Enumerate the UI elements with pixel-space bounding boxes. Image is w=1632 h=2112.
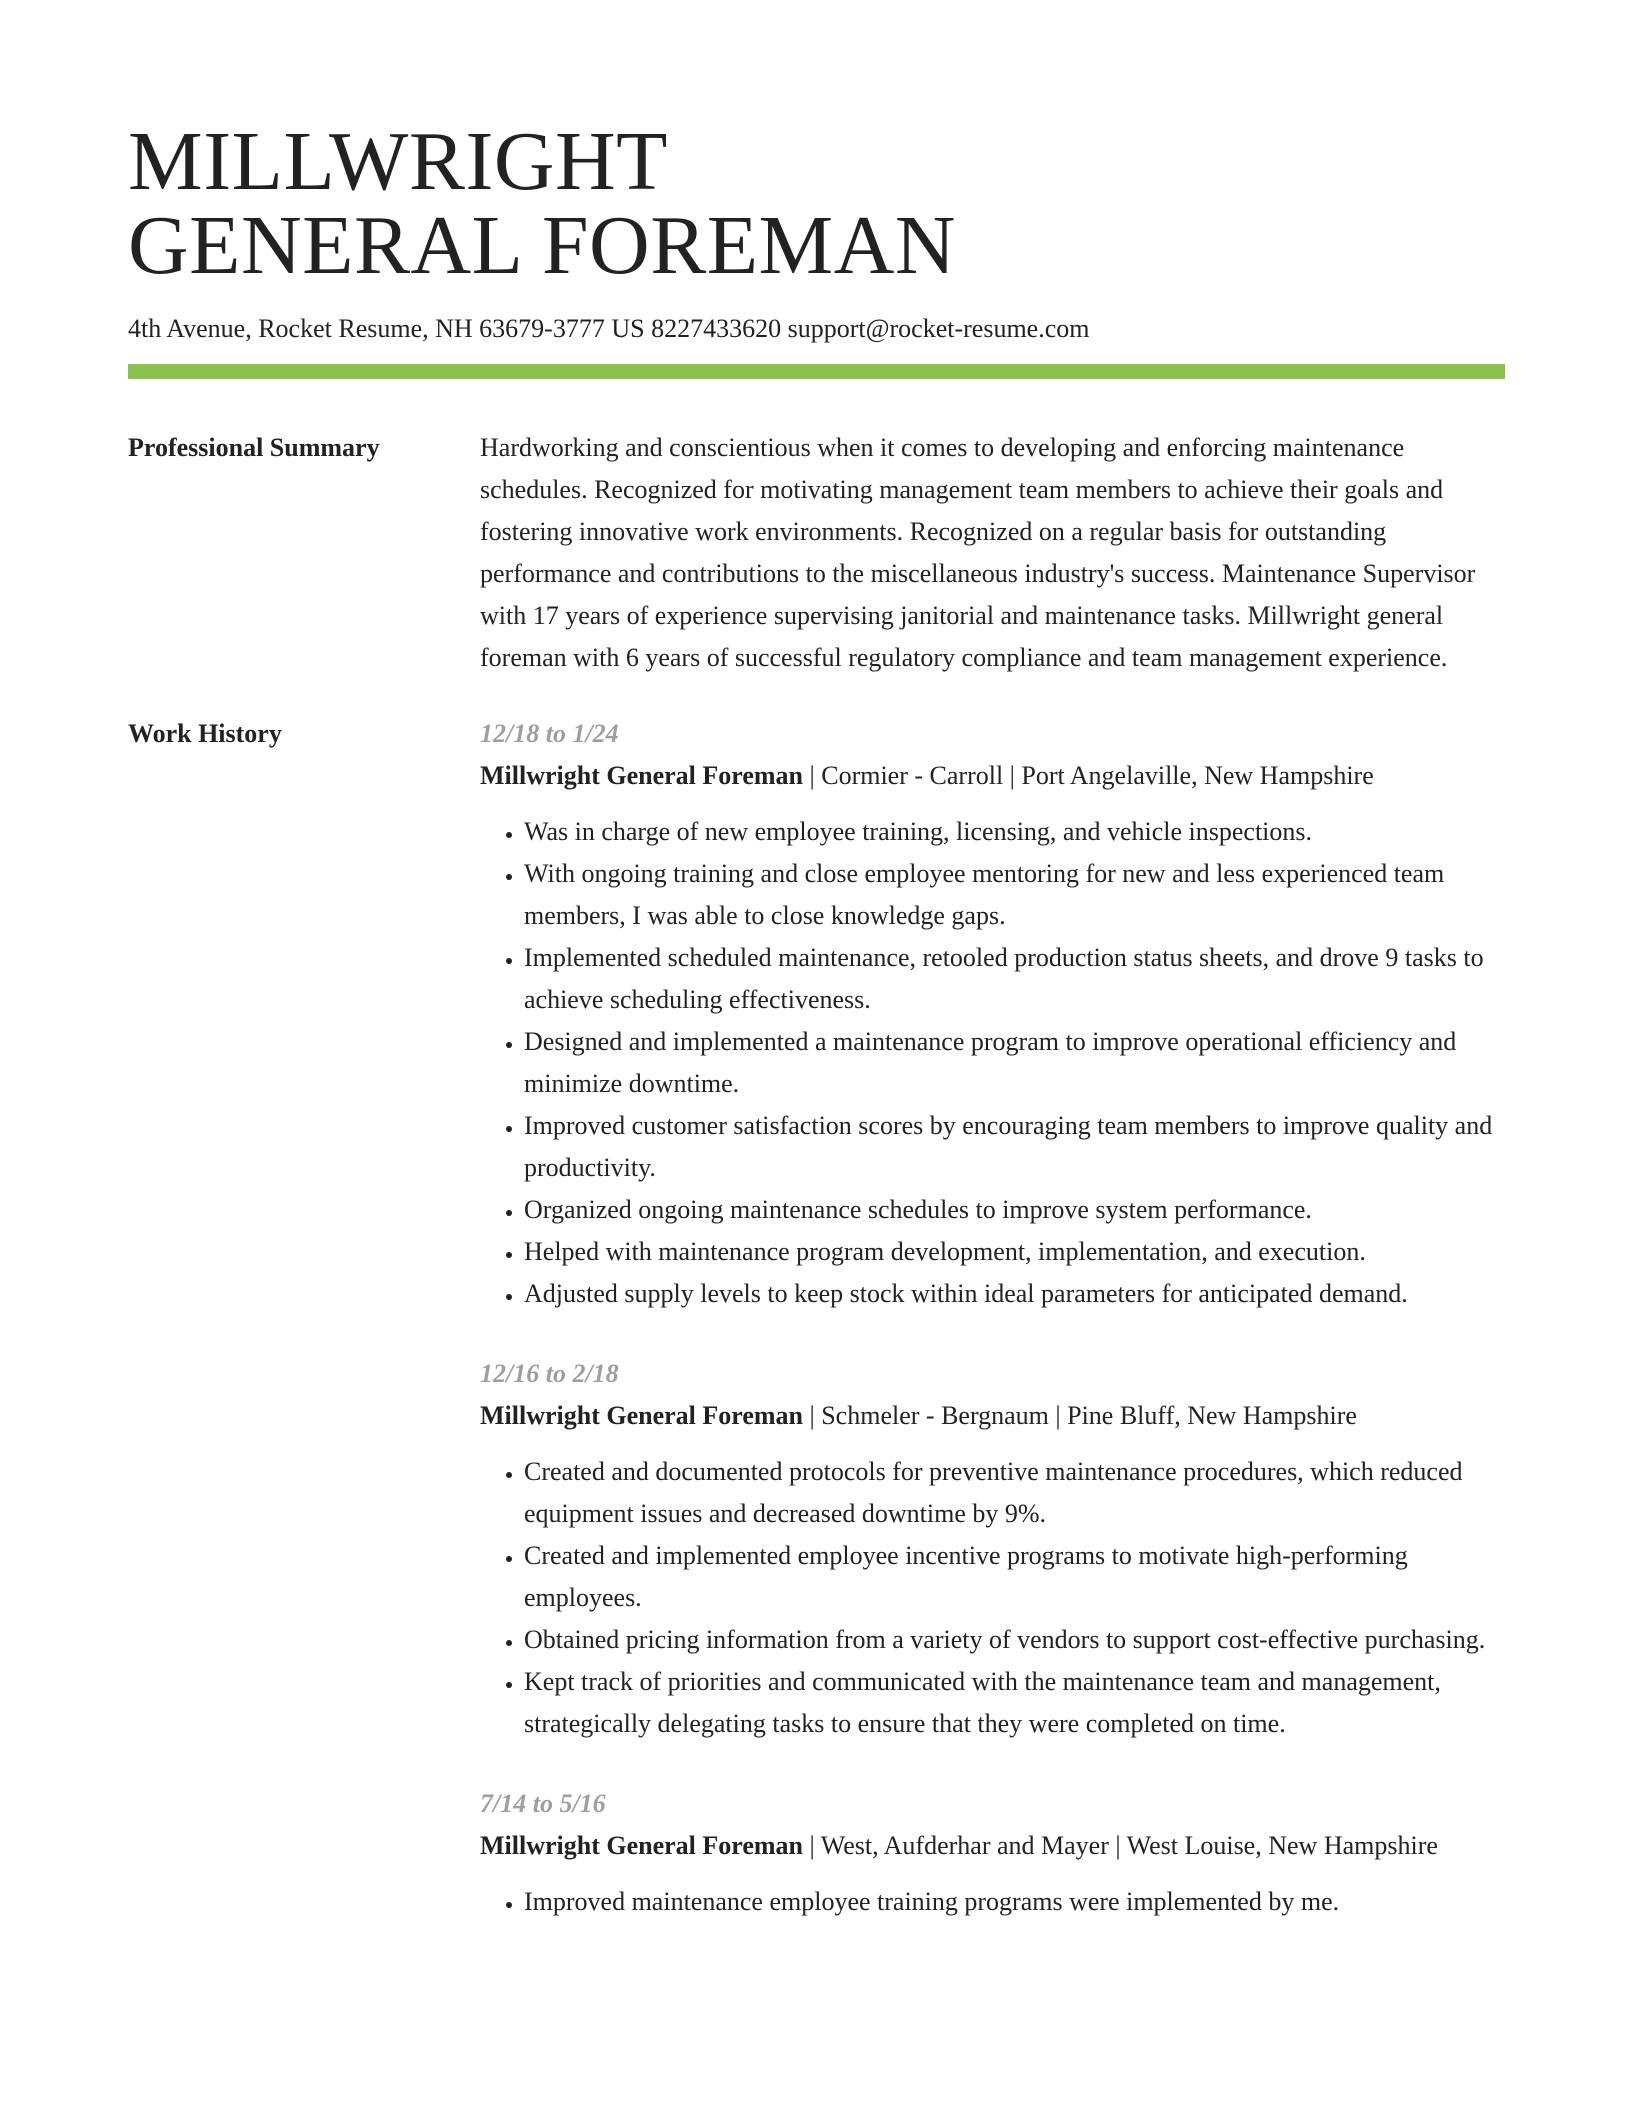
resume-name — [128, 115, 1505, 292]
job-bullet: • Was in charge of new employee training, licensing, and vehicle inspections. — [524, 811, 1505, 853]
work-history-label: Work History — [128, 719, 282, 748]
job-heading — [480, 755, 1505, 797]
job-bullet: • Improved customer satisfaction scores by encouraging team members to improve quality and productivity. — [524, 1105, 1505, 1189]
job-bullet: • With ongoing training and close employee mentoring for new and less experienced team members, I was able to close knowledge gaps. — [524, 853, 1505, 937]
job-bullet: • Created and implemented employee incentive programs to motivate high-performing employees. — [524, 1535, 1505, 1619]
work-history-body — [480, 713, 1505, 1923]
job-details: | Schmeler - Bergnaum | Pine Bluff, New Hampshire — [803, 1401, 1357, 1430]
job-title: Millwright General Foreman — [480, 761, 804, 790]
summary-label: Professional Summary — [128, 433, 380, 462]
job-date: 7/14 to 5/16 — [480, 1789, 606, 1818]
job-bullets — [480, 1881, 1505, 1923]
summary-text: Hardworking and conscientious when it comes to developing and enforcing maintenance schedules. Recognized for motivating management team members to achieve their goals and fostering innovative work environments. Recognized on a regular basis for outstanding performance and contributions to the miscellaneous industry's success. Maintenance Supervisor with 17 years of experience supervising janitorial and maintenance tasks. Millwright general foreman with 6 years of successful regulatory compliance and team management experience. — [480, 433, 1476, 672]
resume-page — [128, 115, 1505, 1923]
job-bullet: • Created and documented protocols for preventive maintenance procedures, which reduced equipment issues and decreased downtime by 9%. — [524, 1451, 1505, 1535]
job-bullet: • Adjusted supply levels to keep stock within ideal parameters for anticipated demand. — [524, 1273, 1505, 1315]
job-details: | West, Aufderhar and Mayer | West Louise, New Hampshire — [803, 1831, 1438, 1860]
job-bullet: • Helped with maintenance program development, implementation, and execution. — [524, 1231, 1505, 1273]
job-heading — [480, 1395, 1505, 1437]
job-date: 12/16 to 2/18 — [480, 1359, 619, 1388]
summary-section — [128, 427, 1505, 679]
summary-body — [480, 427, 1505, 679]
job-bullet: • Designed and implemented a maintenance program to improve operational efficiency and minimize downtime. — [524, 1021, 1505, 1105]
job-bullet: • Implemented scheduled maintenance, retooled production status sheets, and drove 9 tasks to achieve scheduling effectiveness. — [524, 937, 1505, 1021]
job-bullet: • Kept track of priorities and communicated with the maintenance team and management, strategically delegating tasks to ensure that they were completed on time. — [524, 1661, 1505, 1745]
job-details: | Cormier - Carroll | Port Angelaville, New Hampshire — [803, 761, 1374, 790]
job-entry — [480, 1783, 1505, 1923]
job-entry — [480, 1353, 1505, 1745]
job-bullet: • Obtained pricing information from a variety of vendors to support cost-effective purchasing. — [524, 1619, 1505, 1661]
work-history-section — [128, 713, 1505, 1923]
job-date: 12/18 to 1/24 — [480, 719, 619, 748]
name-line-2: GENERAL FOREMAN — [128, 199, 957, 292]
contact-info: 4th Avenue, Rocket Resume, NH 63679-3777 US 8227433620 support@rocket-resume.com — [128, 314, 1090, 343]
job-bullets — [480, 811, 1505, 1315]
job-bullet: • Improved maintenance employee training programs were implemented by me. — [524, 1881, 1505, 1923]
job-title: Millwright General Foreman — [480, 1401, 804, 1430]
accent-divider — [128, 364, 1505, 379]
job-bullets — [480, 1451, 1505, 1745]
job-entry — [480, 713, 1505, 1315]
job-heading — [480, 1825, 1505, 1867]
name-line-1: MILLWRIGHT — [128, 115, 668, 208]
job-title: Millwright General Foreman — [480, 1831, 804, 1860]
job-bullet: • Organized ongoing maintenance schedules to improve system performance. — [524, 1189, 1505, 1231]
